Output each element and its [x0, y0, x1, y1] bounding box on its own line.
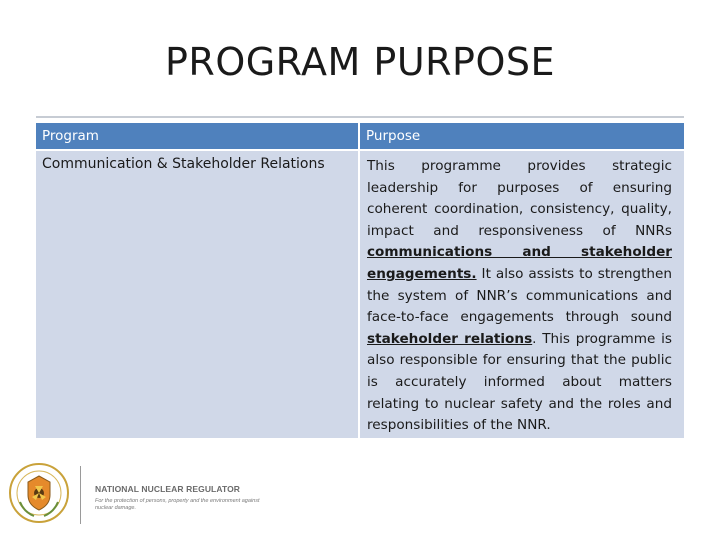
program-table	[36, 123, 684, 438]
cell-purpose	[360, 151, 684, 438]
footer-divider	[80, 466, 81, 524]
purpose-emphasis-1: communications and stakeholder engagements.	[367, 244, 672, 282]
purpose-text-3: . This programme is also responsible for ensuring that the public is accurately informed about matters relating to nuclear safety and the roles and responsibilities of the NNR.	[367, 330, 672, 434]
org-tagline: For the protection of persons, property and the environment against nuclear damage.	[95, 498, 260, 511]
header-program: Program	[36, 123, 358, 149]
purpose-emphasis-2: stakeholder relations	[367, 330, 533, 347]
title-divider	[36, 116, 684, 118]
slide-title: PROGRAM PURPOSE	[165, 40, 555, 84]
org-name: NATIONAL NUCLEAR REGULATOR	[95, 484, 241, 494]
purpose-text-1: This programme provides strategic leadership for purposes of ensuring coherent coordination, consistency, quality, impact and responsiveness of NNRs	[367, 158, 672, 239]
cell-program: Communication & Stakeholder Relations	[36, 151, 358, 438]
purpose-text-2: It also assists to strengthen the system of NNR’s communications and face-to-face engagements through sound	[367, 265, 672, 326]
nnr-seal-icon	[8, 462, 70, 524]
header-purpose: Purpose	[360, 123, 684, 149]
